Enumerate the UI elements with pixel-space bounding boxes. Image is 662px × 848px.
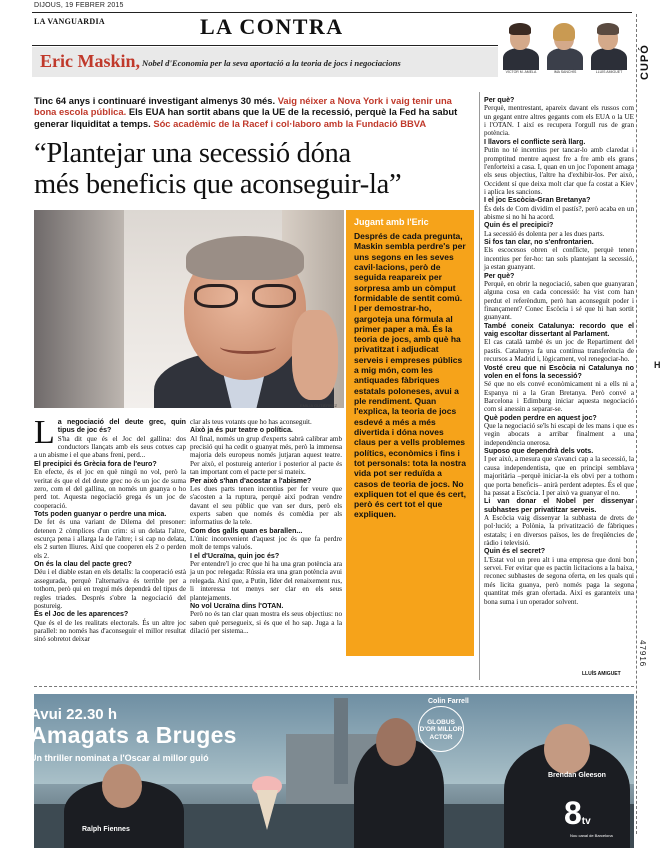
interview-question: Això ja és pur teatre o política. [190,426,293,435]
subject-name: Eric Maskin, [40,51,141,71]
interview-question: I el joc Escòcia-Gran Bretanya? [484,196,591,205]
drop-cap: L [34,414,55,451]
interview-question: Com dos galls quan es barallen... [190,526,303,535]
question-text: a negociació del deute grec, quin tipus de joc és? [57,418,186,435]
interview-question: Què poden perdre en aquest joc? [484,413,597,422]
channel-logo [564,795,591,832]
tv-advertisement[interactable] [34,694,634,848]
coupon-label: CUPÓ [639,44,651,80]
headline-line: més beneficis que aconseguir-la” [34,169,402,201]
ad-film-title: Amagats a Bruges [30,722,237,748]
interview-question: Per què? [484,271,515,280]
portrait-photo [34,210,344,408]
intro-summary [34,95,474,129]
photo-credit: EMILIA GUTIÉRREZ [300,403,338,408]
interview-question: Tots poden guanyar o perdre una mica. [34,509,167,518]
author-name: LLUÍS AMIGUET [595,70,623,74]
ad-actor-name: Colin Farrell [428,698,469,705]
interview-answer: Perquè, mentrestant, apareix davant els russos com un gegant entre altres gegants com els EUA o la UE i l'OTAN. I així es recupera l'orgull rus de gran potència. [484,104,634,138]
interview-answer: Sé que no els convé econòmicament ni a ells ni a Espanya ni a la Gran Bretanya. Però convé a Barcelona i Edimburg iniciar aquesta negociació com si anessin a separar-se. [484,380,634,414]
article-headline [34,138,474,201]
interview-question: On és la clau del pacte grec? [34,560,132,569]
newspaper-name: LA VANGUARDIA [34,17,105,26]
interview-answer: En efecte, és el joc en què ningú no vol, però la veritat és que el del deute grec no és un joc de suma zero, com el del gallina, on només un guanya o ho perd tot. Aquesta negociació grega és un joc de cooperació. [34,468,186,510]
interview-column-3 [484,96,634,606]
author-portrait [500,20,542,74]
interview-question: Suposo que dependrà dels vots. [484,447,594,456]
intro-highlight: Vaig néixer a Nova York i vaig tenir una bona escola pública. [34,95,452,118]
interview-answer: El cas català també és un joc de Repartiment del pastís. Catalunya fa una contínua transferència de recursos a Madrid i, lògicament, vol renegociar-ho. [484,338,634,364]
interview-column-2 [190,418,342,635]
interview-answer: Putin no té incentius per tancar-lo amb claredat i promptitud mentre aquest fre a fre amb els grans l'enforteixi a casa. I, quan en un joc l'oponent amaga els seus objectius, l'altre ha d'exhibir-los. Per això, Occident sí que deixa molt clar que fa costat a Kíev i aplica les sancions. [484,146,634,196]
sidebar-text: Després de cada pregunta, Maskin sembla perdre's per uns segons en les seves cavil·lacions, però de seguida reapareix per sorpresa amb un còmput formidable de sentit comú. I per demostrar-ho, gargoteja una fórmula al primer paper a mà. És la teoria de jocs, amb què ha privatitzat i adjudicat serveis i empreses públics a mig món, com les antiquades fàbriques estatals poloneses, avui a ple rendiment. Quan l'explica, la teoria de jocs esdevé a més a més divertida i dóna noves claus per a vells problemes polítics, econòmics i fins i tot personals: tota la nostra vida pot ser reduïda a casos de teoria de jocs. No expliquen tot el que és cert, però és cert tot el que expliquen. [354,231,466,520]
interview-question: Per què? [484,96,515,104]
author-portrait [588,20,630,74]
interview-answer: A Escòcia vaig dissenyar la subhasta de drets de pol·lució; a Polònia, la privatització de fàbriques estatals; i en diversos països, les de freqüències de ràdio i televisió. [484,513,634,548]
coupon-tab[interactable] [639,16,653,96]
sidebar-box [346,210,474,656]
channel-number: 8 [564,795,582,831]
author-portraits [498,20,632,78]
author-name: VÍCTOR M. AMELA [505,70,537,74]
column-divider [479,92,480,680]
interview-question: Per això s'han d'acostar a l'abisme? [190,476,312,485]
interview-answer: clar als teus votants que ho has aconseguit. [190,418,312,426]
interview-answer: Que la negociació se'ls hi escapi de les mans i que es vegin abocats a arribar finalment a una independència onerosa. [484,422,635,447]
sidebar-title: Jugant amb l'Eric [354,217,429,227]
interview-question: Vosté creu que ni Escòcia ni Catalunya no volen en el fons la secessió? [484,363,634,380]
interview-question: És el Joc de les aparences? [34,610,129,619]
interview-question: També coneix Catalunya: recordo que el vaig escoltar dissertant al Parlament. [484,321,634,339]
interview-answer: I per això, a mesura que s'avanci cap a la secessió, la causa independentista, que en principi semblava majoritària –perquè iniciar-la els obvi per a tothom que porta beneficis– anirà perdent adeptes. És el que ha passat a Escòcia. I per això va guanyar el no. [484,455,634,497]
byline-signature: LLUÍS AMIGUET [582,671,621,677]
edition-date: DIJOUS, 19 FEBRER 2015 [34,2,124,9]
interview-question: I el d'Ucraïna, quin joc és? [190,551,280,560]
interview-question: Si fos tan clar, no s'enfrontarien. [484,238,594,247]
interview-answer: La secessió és dolenta per a les dues parts. [484,229,605,238]
interview-answer: És dels de Com dividim el pastís?, però acaba en un abisme si no hi ha acord. [484,204,634,222]
interview-answer: De fet és una variant de Dilema del presoner: detenen 2 còmplices d'un crim: si un delata l'altre, escurça pena i allarga la de l'altre; i si cap no delata, els 2 surten lliures. Així que cooperen els 2 o perden els 2. [34,518,186,560]
headline-line: “Plantejar una secessió dóna [34,138,351,169]
coupon-cut-line [636,14,637,834]
section-rule [32,45,498,46]
interview-question: El precipici és Grècia fora de l'euro? [34,459,157,468]
interview-answer: Les dues parts tenen incentius per fer veure que s'acosten a la ruptura, perquè així podran vendre davant el seu públic que van ser durs, però els experts saben que només és comèdia per als informatius de la tele. [190,484,342,527]
interview-answer: Perquè, en obrir la negociació, saben que guanyaran alguna cosa en cada concessió: ha vist com han perdut el referèndum, però han aconseguit poder i finançament? Conec Escòcia i sé que hi han sortit guanyant. [484,279,634,322]
interview-answer: Al final, només un grup d'experts sabrà calibrar amb precisió qui ha cedit o guanyat més, però la immensa majoria dels europeus només jutjaran aquest teatre. Per això, el postureig anterior i posterior al pacte és tan important com el pacte per si mateix. [190,434,342,477]
subject-description: Nobel d'Economia per la seva aportació a la teoria de jocs i negociacions [142,58,401,68]
channel-suffix: tv [581,816,591,827]
interview-answer: L'Estat vol un preu alt i una empresa que doni bon servei. Fer evitar que es pactin licitacions a la baixa, reconec subhastes de segona oferta, en les quals qui més licita guanya, però només paga la segona quantitat més gran ofertada. Així es garanteix una bona suma i un operador solvent. [484,555,634,606]
ad-separator [34,686,634,687]
interview-question: I llavors el conflicte serà llarg. [484,137,586,146]
section-title: LA CONTRA [200,14,344,39]
interview-answer: Però no és tan clar quan mostra els seus objectius: no saben què persegueix, si és que el ho sap. Juga a la dilació per sistema... [190,610,342,635]
glasses-icon [194,284,298,310]
intro-text: Tinc 64 anys i continuaré investigant almenys 30 més. [34,95,276,106]
intro-highlight: Sóc acadèmic de la Racef i col·laboro amb la Fundació BBVA [153,117,427,129]
interview-answer: Per entendre'l jo crec que hi ha una gran potència ara ja un poc relegada: Rússia era una gran potència avui relegada. Així que, a Putin, líder del renaixement rus, li interessa tot menys ser clar en els seus plantejaments. [190,560,342,602]
channel-tagline: Nou canal de Barcelona [570,833,613,838]
ad-actor-name: Ralph Fiennes [82,826,130,833]
interview-answer: Déu i el diable estan en els detalls: la cooperació està assegurada, perquè l'alternativa és terrible per a tothom, però qui en treguí més dependrà del tipus de regles triades. Després s'obre la negociació del postureig. [34,568,186,610]
interview-answer: Els escocesos obren el conflicte, perquè tenen incentius per fer-ho: tan sols plantejant la secessió, ja estan guanyant. [484,246,634,272]
interview-question: Quin és el secret? [484,547,546,556]
interview-answer: L'únic inconvenient d'aquest joc és que fa perdre molt de temps valuós. [190,535,342,552]
header-rule [32,12,632,13]
interview-question: No vol Ucraïna dins l'OTAN. [190,601,284,610]
author-portrait [544,20,586,74]
interview-column-1 [34,414,186,644]
ad-airtime: Avui 22.30 h [30,706,117,723]
author-name: IMA SANCHÍS [553,70,577,74]
intro-text: Els EUA han sortit abans que la UE de la recessió, perquè la Fed ha sabut generar liquiditat a temps. [34,106,458,129]
adjacent-page-letter: H [654,360,661,370]
golden-globe-badge: GLOBUS D'OR MILLOR ACTOR [418,706,464,752]
ad-actor-name: Brendan Gleeson [548,772,606,779]
ad-tagline: Un thriller nominat a l'Oscar al millor guió [30,753,209,763]
interview-question: Quin és el precipici? [484,221,554,230]
interview-answer: S'ha dit que és el Joc del gallina: dos conductors llançats amb els seus cotxes cap a un abisme i el que abans freni, perd... [34,434,186,460]
barcode-number: 47916 [638,640,647,668]
interview-answer: Que és el de les realitats electorals. És un altre joc parallel: no només has d'aconseguir el millor resultat sinó sobretot deixar [34,618,186,644]
interview-question: Li van donar el Nobel per dissenyar subhastes per privatitzar serveis. [484,497,634,514]
